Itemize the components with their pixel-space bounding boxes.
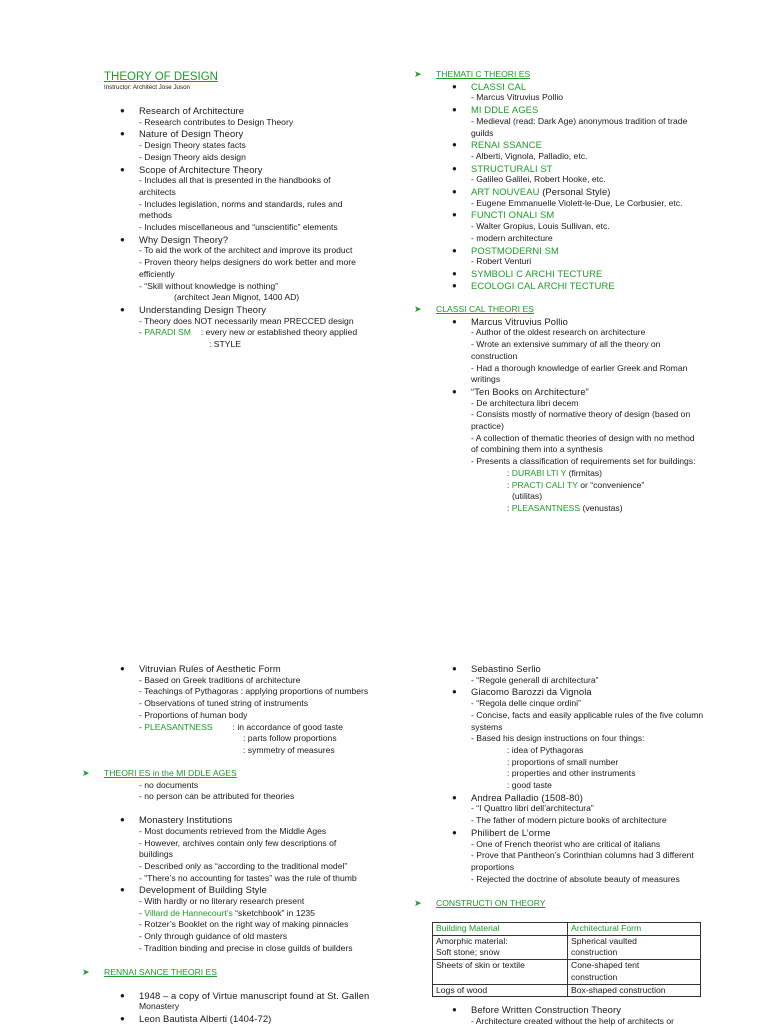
text-line: - Design Theory states facts: [139, 140, 246, 151]
text-line: : properties and other instruments: [507, 768, 636, 779]
paradigm-def: : every new or established theory applied: [200, 327, 358, 338]
text-line: methods: [139, 210, 172, 221]
list-item: [120, 163, 404, 176]
text-line: - Rejected the doctrine of absolute beauty of measures: [471, 873, 680, 884]
text-line: - no documents: [139, 779, 199, 790]
thematic-item: [452, 209, 736, 221]
item-head: Sebastino Serlio: [471, 663, 541, 674]
text-line: - Medieval (read: Dark Age) anonymous tradition of trade: [471, 115, 688, 126]
text-line: - Architecture created without the help of architects or: [471, 1015, 675, 1026]
text-line: : good taste: [507, 780, 552, 791]
text-line: - Rotzer’s Booklet on the right way of making pinnacles: [139, 919, 349, 930]
text-line: - Wrote an extensive summary of all the theory on: [471, 339, 661, 350]
bullet-icon: ●: [120, 106, 125, 115]
text-line: - De architectura libri decem: [471, 397, 579, 408]
text-line: - Robert Venturi: [471, 256, 532, 267]
table-row: [433, 960, 701, 984]
requirement-line: [507, 491, 736, 503]
bullet-icon: ●: [452, 140, 457, 150]
pleasantness-def: : parts follow proportions: [243, 733, 337, 744]
text-line: : proportions of small number: [507, 756, 619, 767]
before-item: [452, 1004, 746, 1016]
villard-name: Villard de Hannecourt’s: [144, 907, 233, 918]
bullet-icon: ●: [120, 129, 125, 139]
text-line: - Includes all that is presented in the handbooks of: [139, 175, 331, 186]
text-line: construction: [471, 350, 518, 361]
bullet-icon: ●: [452, 1005, 457, 1014]
text-line: - Teachings of Pythagoras : applying proportions of numbers: [139, 686, 369, 697]
text-line: - no person can be attributed for theories: [139, 791, 295, 802]
text-line: - Research contributes to Design Theory: [139, 116, 294, 127]
text-line: - Had a thorough knowledge of earlier Greek and Roman: [471, 362, 688, 373]
requirements-list: [471, 468, 736, 515]
middle-ages-section: [82, 768, 414, 955]
item-head: Leon Bautista Alberti (1404-72): [139, 1013, 272, 1025]
thematic-name: CLASSI CAL: [471, 80, 527, 92]
text-line: writings: [471, 374, 501, 385]
text-line: proportions: [471, 861, 514, 872]
cell-line: Amorphic material:: [436, 935, 508, 946]
cell-line: Spherical vaulted: [571, 935, 637, 946]
item-head: Why Design Theory?: [139, 233, 229, 245]
theorist-list: [452, 663, 746, 745]
vitruvian-item: [120, 663, 414, 675]
text-line: - Author of the oldest research on architecture: [471, 327, 646, 338]
text-line: - Based his design instructions on four things:: [471, 733, 645, 744]
four-things-list: [471, 745, 746, 792]
thematic-item: [452, 186, 736, 198]
bullet-icon: ●: [120, 885, 125, 895]
renaissance-heading-text: RENNAI SANCE THEORI ES: [104, 967, 218, 977]
bullet-icon: ●: [452, 316, 457, 326]
requirement-line: : PLEASANTNESS (venustas): [507, 502, 623, 513]
list-item: [120, 105, 404, 117]
text-line: - Prove that Pantheon’s Corinthian columns had 3 different: [471, 850, 694, 861]
bullet-icon: ●: [452, 280, 457, 290]
text-line: - The father of modern picture books of architecture: [471, 815, 667, 826]
cell-line: construction: [571, 971, 618, 982]
thematic-heading-text: THEMATI C THEORI ES: [436, 69, 531, 79]
list-item: [120, 303, 404, 316]
classical-heading-text: CLASSI CAL THEORI ES: [436, 304, 534, 314]
text-line: - To aid the work of the architect and improve its product: [139, 245, 353, 256]
renaissance-heading: [82, 967, 414, 979]
bullet-icon: ●: [452, 105, 457, 115]
renaissance-section: [82, 967, 414, 1025]
text-line: - Tradition binding and precise in close guilds of builders: [139, 942, 353, 953]
list-item: [120, 233, 404, 246]
arrow-bullet-icon: ➤: [414, 898, 422, 908]
table-cell: [433, 984, 568, 997]
requirement-rest: (venustas): [580, 502, 623, 513]
list-item: [120, 884, 414, 896]
text-line: - Presents a classification of requirements set for buildings:: [471, 456, 696, 467]
text-line: buildings: [139, 849, 173, 860]
ten-books-head: “Ten Books on Architecture”: [471, 385, 589, 397]
item-head: 1948 – a copy of Virtue manuscript found at St. Gallen: [139, 989, 370, 1001]
text-line: systems: [471, 721, 503, 732]
document-title: THEORY OF DESIGN: [104, 71, 218, 83]
item-head: Nature of Design Theory: [139, 128, 244, 140]
thematic-name: ART NOUVEAU: [471, 186, 540, 198]
item-head: Giacomo Barozzi da Vignola: [471, 686, 592, 698]
bullet-icon: ●: [452, 163, 457, 173]
requirement-word: PLEASANTNESS: [511, 502, 581, 513]
thematic-item: [452, 80, 736, 93]
item-head: Philibert de L’orme: [471, 826, 551, 838]
thematic-name: MI DDLE AGES: [471, 104, 539, 116]
text-line: Monastery: [139, 1001, 180, 1012]
text-line: - Eugene Emmanuelle Violett-le-Due, Le Corbusier, etc.: [471, 197, 683, 208]
arrow-bullet-icon: ➤: [414, 69, 422, 79]
thematic-section: [414, 69, 736, 291]
pleasantness-word: PLEASANTNESS: [144, 721, 213, 732]
item-head: Understanding Design Theory: [139, 303, 267, 315]
text-line: - Alberti, Vignola, Palladio, etc.: [471, 150, 588, 161]
thematic-item: [452, 162, 736, 175]
text-line: - Only through guidance of old masters: [139, 931, 288, 942]
table-cell: [433, 935, 568, 959]
thematic-item: [452, 279, 736, 292]
vitruvian-head: Vitruvian Rules of Aesthetic Form: [139, 663, 281, 674]
list-item: [452, 791, 746, 804]
cell-line: construction: [571, 947, 618, 958]
bullet-icon: ●: [452, 210, 457, 220]
paradigm-def: : STYLE: [209, 339, 241, 350]
cell-line: Logs of wood: [436, 984, 488, 995]
requirement-rest: or “convenience”: [577, 479, 645, 490]
thematic-name: ECOLOGI CAL ARCHI TECTURE: [471, 279, 615, 291]
thematic-item: [452, 139, 736, 151]
list-item: [120, 814, 414, 826]
thematic-list: [436, 81, 736, 292]
list-item: [120, 1013, 414, 1025]
item-head: Andrea Palladio (1508-80): [471, 791, 583, 803]
bullet-icon: ●: [452, 827, 457, 837]
bullet-icon: ●: [452, 792, 457, 802]
bullet-icon: ●: [120, 164, 125, 174]
cell-line: Soft stone; snow: [436, 947, 500, 958]
instructor-line: Instructor: Architect Jose Juson: [104, 84, 190, 91]
requirement-word: DURABI LTI Y: [511, 467, 567, 478]
pleasantness-line: - PLEASANTNESS : in accordance of good taste: [139, 721, 343, 732]
item-head: Development of Building Style: [139, 884, 267, 896]
villard-rest: “sketchbook” in 1235: [232, 907, 315, 918]
item-head: Scope of Architecture Theory: [139, 163, 263, 175]
ten-books-lines: [471, 398, 736, 468]
thematic-item: [452, 104, 736, 116]
text-line: - Includes legislation, norms and standards, rules and: [139, 198, 343, 209]
bullet-icon: ●: [120, 664, 125, 673]
list-item: [452, 686, 746, 698]
bullet-icon: ●: [452, 386, 457, 396]
text-line: - “Skill without knowledge is nothing”: [139, 280, 278, 291]
requirement-line: : PRACTI CALI TY or “convenience”: [507, 479, 645, 490]
thematic-name: RENAI SSANCE: [471, 139, 543, 151]
text-line: - “There’s no accounting for tastes” was the rule of thumb: [139, 872, 357, 883]
pleasantness-def: : in accordance of good taste: [232, 721, 343, 732]
bullet-icon: ●: [120, 1014, 125, 1024]
list-item: [120, 989, 414, 1002]
text-line: - Theory does NOT necessarily mean PRECCED design: [139, 315, 354, 326]
paradigm-word: PARADI SM: [144, 327, 191, 338]
construction-heading-text: CONSTRUCTI ON THEORY: [436, 898, 546, 908]
thematic-name: FUNCTI ONALI SM: [471, 209, 555, 221]
middle-ages-body: [104, 780, 414, 955]
text-line: - modern architecture: [471, 232, 553, 243]
text-line: - However, archives contain only few descriptions of: [139, 837, 337, 848]
bullet-icon: ●: [452, 687, 457, 697]
vitruvian-rules: [120, 663, 414, 757]
ten-books-item: [452, 385, 736, 398]
before-head: Before Written Construction Theory: [471, 1004, 621, 1015]
text-line: - “Regole generall di architectura”: [471, 674, 599, 685]
text-line: - Design Theory aids design: [139, 151, 246, 162]
table-cell: [433, 960, 568, 984]
thematic-item: [452, 267, 736, 280]
arrow-bullet-icon: ➤: [82, 967, 90, 977]
requirement-line: : DURABI LTI Y (firmitas): [507, 467, 603, 478]
text-line: - “I Quattro libri dell’architectura”: [471, 803, 594, 814]
bullet-icon: ●: [120, 990, 125, 1000]
table-header: Architectural Form: [568, 923, 701, 936]
text-line: - Based on Greek traditions of architecture: [139, 674, 301, 685]
text-line: - Includes miscellaneous and “unscientific” elements: [139, 222, 338, 233]
text-line: - Observations of tuned string of instruments: [139, 698, 309, 709]
vitruvius-lines: [471, 327, 736, 386]
text-line: (architect Jean Mignot, 1400 AD): [174, 292, 300, 303]
bullet-icon: ●: [120, 304, 125, 314]
bullet-icon: ●: [120, 815, 125, 825]
bullet-icon: ●: [452, 268, 457, 278]
requirement-rest: (firmitas): [566, 467, 603, 478]
construction-table: [432, 922, 701, 997]
text-line: - Consists mostly of normative theory of design (based on: [471, 409, 691, 420]
bullet-icon: ●: [120, 234, 125, 244]
text-line: - Walter Gropius, Louis Sullivan, etc.: [471, 221, 610, 232]
list-item: [452, 826, 746, 839]
table-cell: [568, 984, 701, 997]
construction-heading: [414, 898, 736, 910]
construction-section: [414, 898, 736, 910]
item-head: Research of Architecture: [139, 105, 245, 116]
text-line: - Concise, facts and easily applicable rules of the five column: [471, 709, 704, 720]
bullet-icon: ●: [452, 664, 457, 673]
thematic-name: STRUCTURALI ST: [471, 162, 553, 174]
bullet-icon: ●: [452, 187, 457, 197]
vitruvius-head: Marcus Vitruvius Pollio: [471, 315, 568, 327]
renaissance-list: [104, 990, 414, 1025]
list-item: [452, 663, 746, 675]
text-line: - One of French theorist who are critical of italians: [471, 838, 661, 849]
table-row: [433, 984, 701, 997]
theorist-list-2: [452, 791, 746, 886]
text-line: - Proven theory helps designers do work better and more: [139, 257, 356, 268]
renaissance-theorists: [452, 663, 746, 885]
thematic-name: SYMBOLI C ARCHI TECTURE: [471, 267, 603, 279]
item-head: Monastery Institutions: [139, 814, 233, 826]
text-prefix: -: [139, 327, 145, 338]
table-cell: [568, 960, 701, 984]
cell-line: Cone-shaped tent: [571, 960, 640, 971]
classical-section: [414, 304, 736, 515]
middle-ages-heading-text: THEORI ES in the MI DDLE AGES: [104, 768, 237, 778]
table-cell: [568, 935, 701, 959]
text-line: guilds: [471, 127, 494, 138]
paradigm-line: [139, 327, 404, 339]
text-line: - With hardly or no literary research present: [139, 896, 305, 907]
vitruvian-lines: [139, 675, 414, 722]
text-line: - Galileo Galilei, Robert Hooke, etc.: [471, 174, 606, 185]
cell-line: Box-shaped construction: [571, 984, 666, 995]
text-line: - Most documents retrieved from the Middle Ages: [139, 825, 327, 836]
table-header-row: [433, 923, 701, 936]
text-line: architects: [139, 186, 176, 197]
middle-ages-list: [120, 814, 414, 908]
middle-ages-tail: [139, 919, 414, 954]
bullet-icon: ●: [452, 245, 457, 255]
text-line: efficiently: [139, 268, 175, 279]
text-line: - A collection of thematic theories of design with no method: [471, 432, 695, 443]
classical-heading: [414, 304, 736, 316]
arrow-bullet-icon: ➤: [414, 304, 422, 314]
requirement-word: PRACTI CALI TY: [511, 479, 578, 490]
table-header: Building Material: [433, 923, 568, 936]
villard-line: - Villard de Hannecourt’s “sketchbook” in 1235: [139, 907, 315, 918]
document-header: [104, 70, 218, 92]
vitruvius-item: [452, 315, 736, 328]
thematic-heading: [414, 69, 736, 81]
thematic-item: [452, 244, 736, 257]
thematic-extra: (Personal Style): [539, 186, 611, 198]
cell-line: Sheets of skin or textile: [436, 960, 525, 971]
text-line: - Described only as “according to the traditional model”: [139, 860, 348, 871]
list-item: [120, 128, 404, 140]
text-line: - Proportions of human body: [139, 709, 248, 720]
text-line: of combining them into a synthesis: [471, 444, 603, 455]
design-theory-list: [120, 105, 404, 351]
table-body: [433, 935, 701, 997]
text-line: : idea of Pythagoras: [507, 744, 584, 755]
arrow-bullet-icon: ➤: [82, 768, 90, 778]
text-line: - “Regola delle cinque ordini”: [471, 698, 581, 709]
pleasantness-def: : symmetry of measures: [243, 744, 335, 755]
bullet-icon: ●: [452, 81, 457, 91]
requirement-rest: (utilitas): [512, 491, 543, 502]
text-line: - Marcus Vitruvius Pollio: [471, 92, 564, 103]
thematic-name: POSTMODERNI SM: [471, 244, 559, 256]
table-row: [433, 935, 701, 959]
middle-ages-heading: [82, 768, 414, 780]
text-line: practice): [471, 421, 504, 432]
classical-list: [436, 316, 736, 515]
